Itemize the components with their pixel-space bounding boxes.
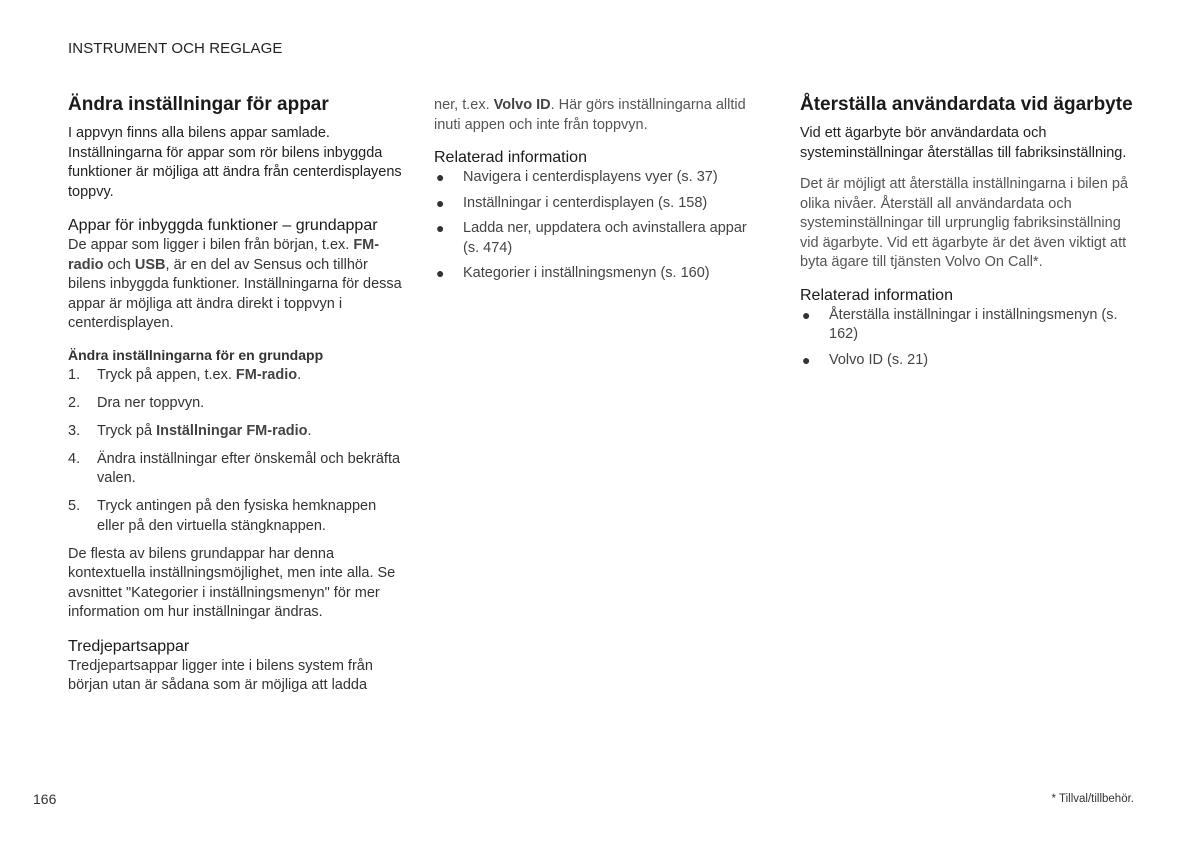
related-link[interactable]: ● Återställa inställningar i inställningsmenyn (s. 162) [802, 306, 1118, 342]
related-link[interactable]: ● Navigera i centerdisplayens vyer (s. 37) [434, 168, 764, 188]
related-link[interactable]: ● Volvo ID (s. 21) [800, 351, 1135, 371]
bullet-icon: ● [436, 169, 445, 185]
procedure-heading: Ändra inställningarna för en grundapp [68, 346, 324, 363]
step-item: 5. Tryck antingen på den fysiska hemknappen eller på den virtuella stängknappen. [68, 498, 377, 534]
section-header: INSTRUMENT OCH REGLAGE [68, 40, 283, 57]
page-title: Ändra inställningar för appar [68, 94, 329, 115]
footnote: * Tillval/tillbehör. [1051, 793, 1134, 805]
bullet-icon: ● [802, 306, 811, 323]
step-item: 2. Dra ner toppvyn. [68, 394, 205, 411]
reset-body-paragraph: Det är möjligt att återställa inställningarna i bilen på olika nivåer. Återställ all användardata och systeminställningar till urprunglig fabriksinställning vid ägarbyte. Vid ett ägarbyte är det även viktigt att byta ägare till tjänsten Volvo On Call*. [800, 176, 1129, 270]
column-middle [434, 96, 764, 290]
column-left [68, 92, 403, 696]
section-heading-builtin-apps: Appar för inbyggda funktioner – grundappar [68, 217, 378, 234]
highlight-usb: USB [134, 256, 166, 273]
page-number: 166 [33, 791, 57, 807]
highlight-volvo-id: Volvo ID [493, 97, 551, 113]
step-item: 1. Tryck på appen, t.ex. FM-radio. [68, 366, 302, 383]
related-link[interactable]: ● Kategorier i inställningsmenyn (s. 160) [434, 264, 764, 284]
related-link[interactable]: ● Ladda ner, uppdatera och avinstallera appar (s. 474) [436, 220, 747, 256]
related-info-list [434, 168, 764, 284]
procedure-steps [68, 366, 403, 537]
intro-paragraph: I appvyn finns alla bilens appar samlade. Inställningarna för appar som rör bilens inbyggda funktioner är möjliga att ändra från centerdisplayens toppvy. [68, 125, 402, 200]
bullet-icon: ● [802, 351, 811, 368]
column-right [800, 92, 1135, 376]
bullet-icon: ● [436, 265, 445, 281]
related-info-heading-right: Relaterad information [800, 286, 953, 304]
bullet-icon: ● [436, 220, 445, 236]
highlight-fm-radio: FM-radio [68, 237, 380, 273]
after-steps-paragraph: De flesta av bilens grundappar har denna kontextuella inställningsmöjlighet, men inte alla. Se avsnittet "Kategorier i inställningsmenyn" för mer information om hur inställningar ändras. [68, 545, 396, 620]
related-link[interactable]: ● Inställningar i centerdisplayen (s. 158) [434, 194, 764, 214]
section-title-reset: Återställa användardata vid ägarbyte [800, 94, 1133, 115]
related-info-list-right [800, 306, 1135, 371]
reset-intro-paragraph: Vid ett ägarbyte bör användardata och systeminställningar återställas till fabriksinställning. [800, 125, 1127, 161]
continued-paragraph: ner, t.ex. Volvo ID. Här görs inställningarna alltid inuti appen och inte från toppvyn. [434, 97, 746, 133]
step-item: 4. Ändra inställningar efter önskemål och bekräfta valen. [68, 450, 401, 486]
step-item: 3. Tryck på Inställningar FM-radio. [68, 422, 312, 439]
third-party-paragraph: Tredjepartsappar ligger inte i bilens system från början utan är sådana som är möjliga att ladda [68, 657, 373, 693]
section-heading-third-party: Tredjepartsappar [68, 637, 190, 655]
bullet-icon: ● [436, 194, 445, 211]
related-info-heading: Relaterad information [434, 149, 587, 166]
builtin-apps-paragraph: De appar som ligger i bilen från början, t.ex. FM-radio och USB, är en del av Sensus och tillhör bilens inbyggda funktioner. Inställningarna för dessa appar är möjliga att ändra direkt i toppvyn i centerdisplayen. [68, 237, 402, 331]
